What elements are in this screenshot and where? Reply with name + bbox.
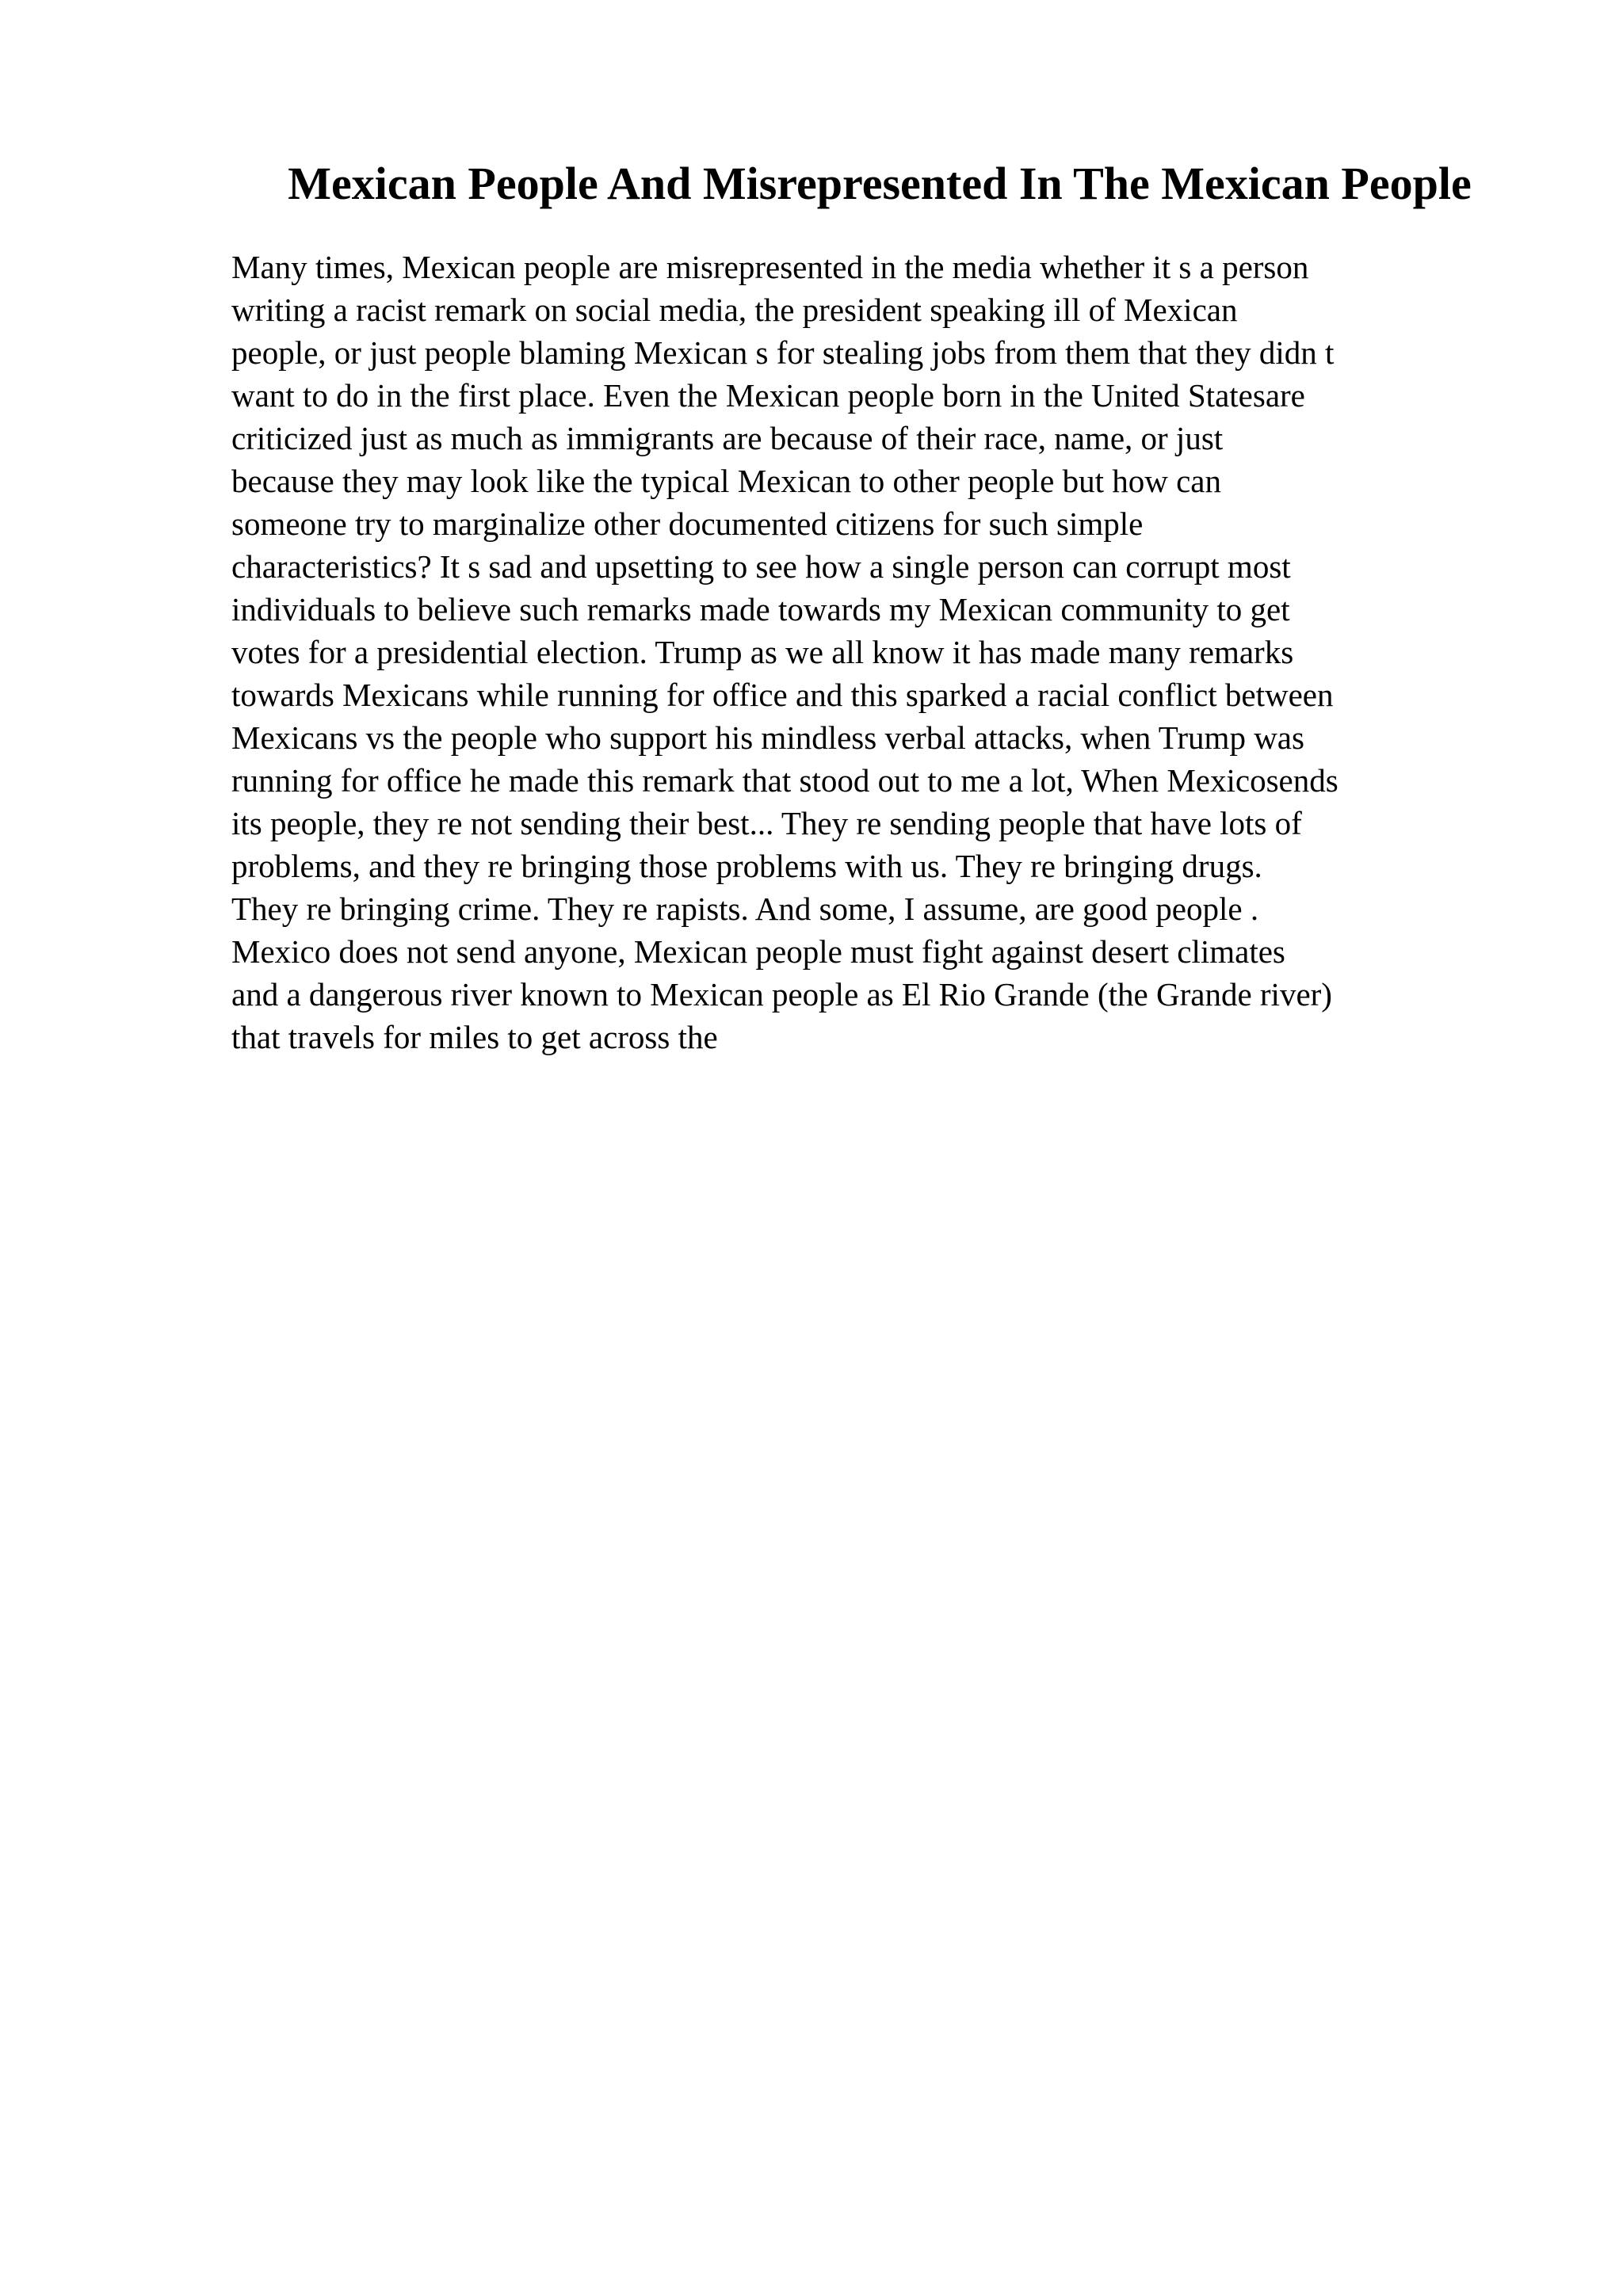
body-line-8: characteristics? It s sad and upsetting to see how a single person can corrupt most bbox=[231, 548, 1291, 585]
body-line-19: that travels for miles to get across the bbox=[231, 1019, 718, 1055]
body-line-7: someone try to marginalize other documented citizens for such simple bbox=[231, 505, 1144, 542]
body-line-14: its people, they re not sending their best... They re sending people that have lots of bbox=[231, 805, 1302, 841]
body-line-1: Many times, Mexican people are misrepresented in the media whether it s a person bbox=[231, 249, 1309, 285]
body-line-5: criticized just as much as immigrants are because of their race, name, or just bbox=[231, 420, 1224, 456]
document-title: Mexican People And Misrepresented In The Mexican People bbox=[288, 158, 1472, 209]
body-line-12: Mexicans vs the people who support his mindless verbal attacks, when Trump was bbox=[231, 719, 1304, 756]
body-line-6: because they may look like the typical Mexican to other people but how can bbox=[231, 463, 1221, 499]
body-line-11: towards Mexicans while running for office and this sparked a racial conflict between bbox=[231, 677, 1334, 713]
body-line-10: votes for a presidential election. Trump as we all know it has made many remarks bbox=[231, 634, 1294, 670]
body-line-2: writing a racist remark on social media, the president speaking ill of Mexican bbox=[231, 292, 1238, 328]
body-line-16: They re bringing crime. They re rapists. And some, I assume, are good people . bbox=[231, 891, 1259, 927]
body-line-17: Mexico does not send anyone, Mexican people must fight against desert climates bbox=[231, 933, 1285, 970]
document-body bbox=[231, 246, 1515, 1058]
body-line-18: and a dangerous river known to Mexican people as El Rio Grande (the Grande river) bbox=[231, 976, 1332, 1013]
body-line-13: running for office he made this remark that stood out to me a lot, When Mexicosends bbox=[231, 762, 1338, 799]
body-line-3: people, or just people blaming Mexican s for stealing jobs from them that they didn t bbox=[231, 334, 1335, 371]
body-line-9: individuals to believe such remarks made towards my Mexican community to get bbox=[231, 591, 1290, 627]
body-line-15: problems, and they re bringing those problems with us. They re bringing drugs. bbox=[231, 848, 1262, 884]
body-line-4: want to do in the first place. Even the Mexican people born in the United Statesare bbox=[231, 377, 1305, 414]
